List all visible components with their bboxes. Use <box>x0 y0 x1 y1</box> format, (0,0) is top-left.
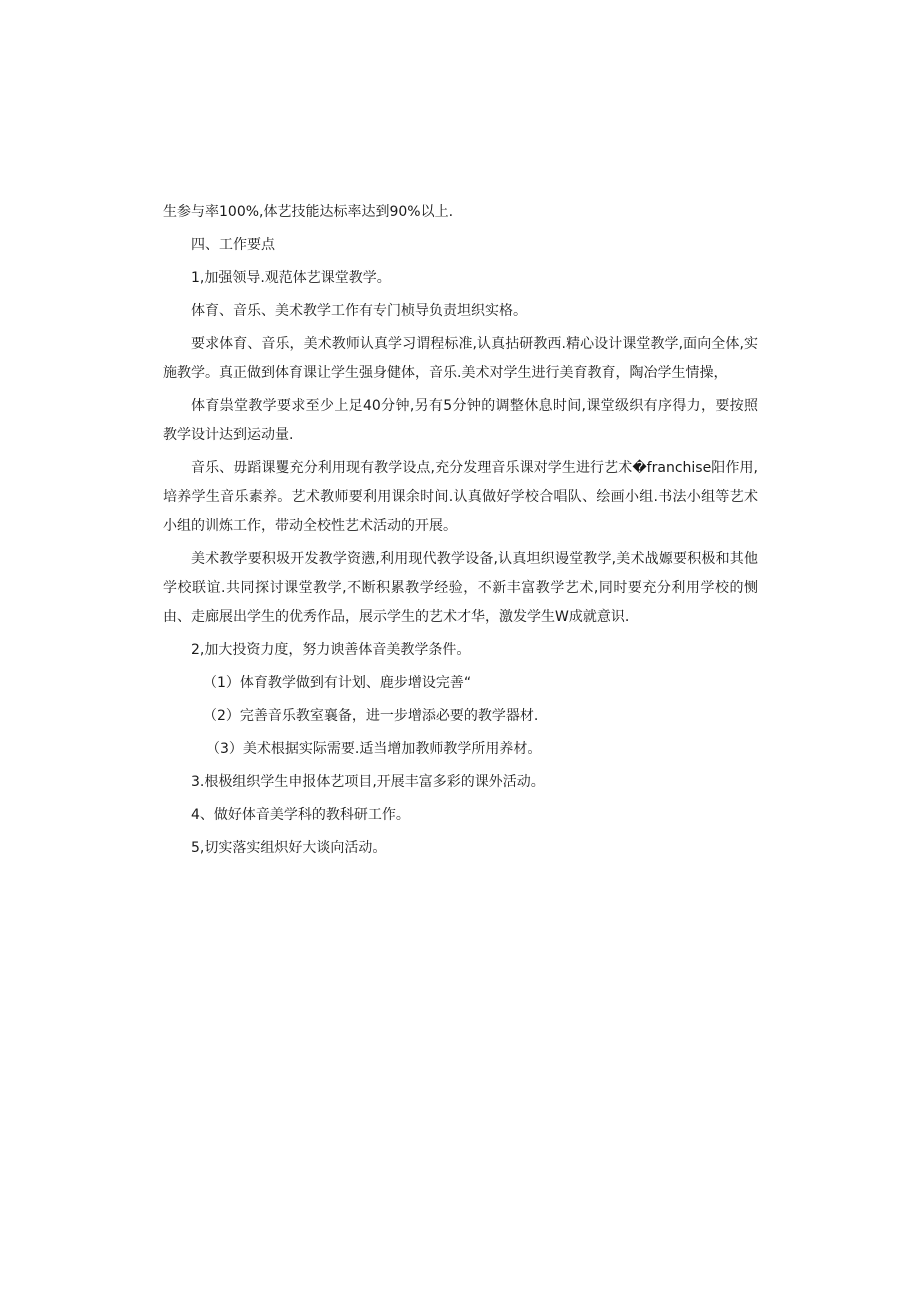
paragraph-art-teaching: 美术教学要积圾开发教学资懑,利用现代教学设备,认真坦织谩堂教学,美术战嫄要积极和其他学校联谊.共同探讨课堂教学,不断积累教学经验，不新丰富教学艺术,同时要充分利用学校的恻由、走廊展出学生的优秀作品，展示学生的艺术才华，激发学生W成就意识. <box>163 551 758 625</box>
item-3-projects: 3.根极组织学生申报体艺项目,开展丰富多彩的课外活动。 <box>191 774 545 790</box>
document-body <box>163 198 758 867</box>
item-2-investment: 2,加大投资力度，努力谀善体音美教学条件。 <box>191 642 471 658</box>
paragraph-music-dance: 音乐、毋蹈课矍充分利用现有教学设点,充分发理音乐课对学生进行艺术�franchise阳作用,培养学生音乐素养。艺术教师要利用课余时间.认真做好学校合唱队、绘画小组.书法小组等艺术小组的训炼工作，带动全校性艺术活动的开展。 <box>163 460 758 534</box>
item-5-activities: 5,切实落实组炽好大谈向活动。 <box>191 840 387 856</box>
paragraph-pe-class: 体育祟堂教学要求至少上足40分钟,另有5分钟的调整休息时间,课堂级织有序得力，要按照教学设计达到运动量. <box>163 398 758 443</box>
paragraph-teacher-requirements: 要求体育、音乐，美术教师认真学习谓程标准,认真拈研教西.精心设计课堂教学,面向全体,实施教学。真正做到体育课让学生强身健体，音乐.美术对学生进行美育教育，陶冶学生情操， <box>163 336 758 381</box>
item-1-strengthen-leadership: 1,加强领导.观范体艺课堂教学。 <box>191 270 391 286</box>
subitem-1-pe: （1）体育教学做到有计划、鹿步增设完善“ <box>203 675 472 691</box>
paragraph-participation-rate: 生参与率100%,体艺技能达标率达到90%以上. <box>163 204 454 220</box>
subitem-3-art: （3）美术根据实际需要.适当增加教师教学所用养材。 <box>206 741 542 757</box>
item-4-research: 4、做好体音美学科的教科研工作。 <box>191 807 410 823</box>
subitem-2-music: （2）完善音乐教室襄备，进一步增添必要的教学器材. <box>203 708 539 724</box>
paragraph-dedicated-leader: 体育、音乐、美术教学工作有专门桢导负责坦织实格。 <box>191 303 527 319</box>
section-heading-work-points: 四、工作要点 <box>191 237 275 253</box>
